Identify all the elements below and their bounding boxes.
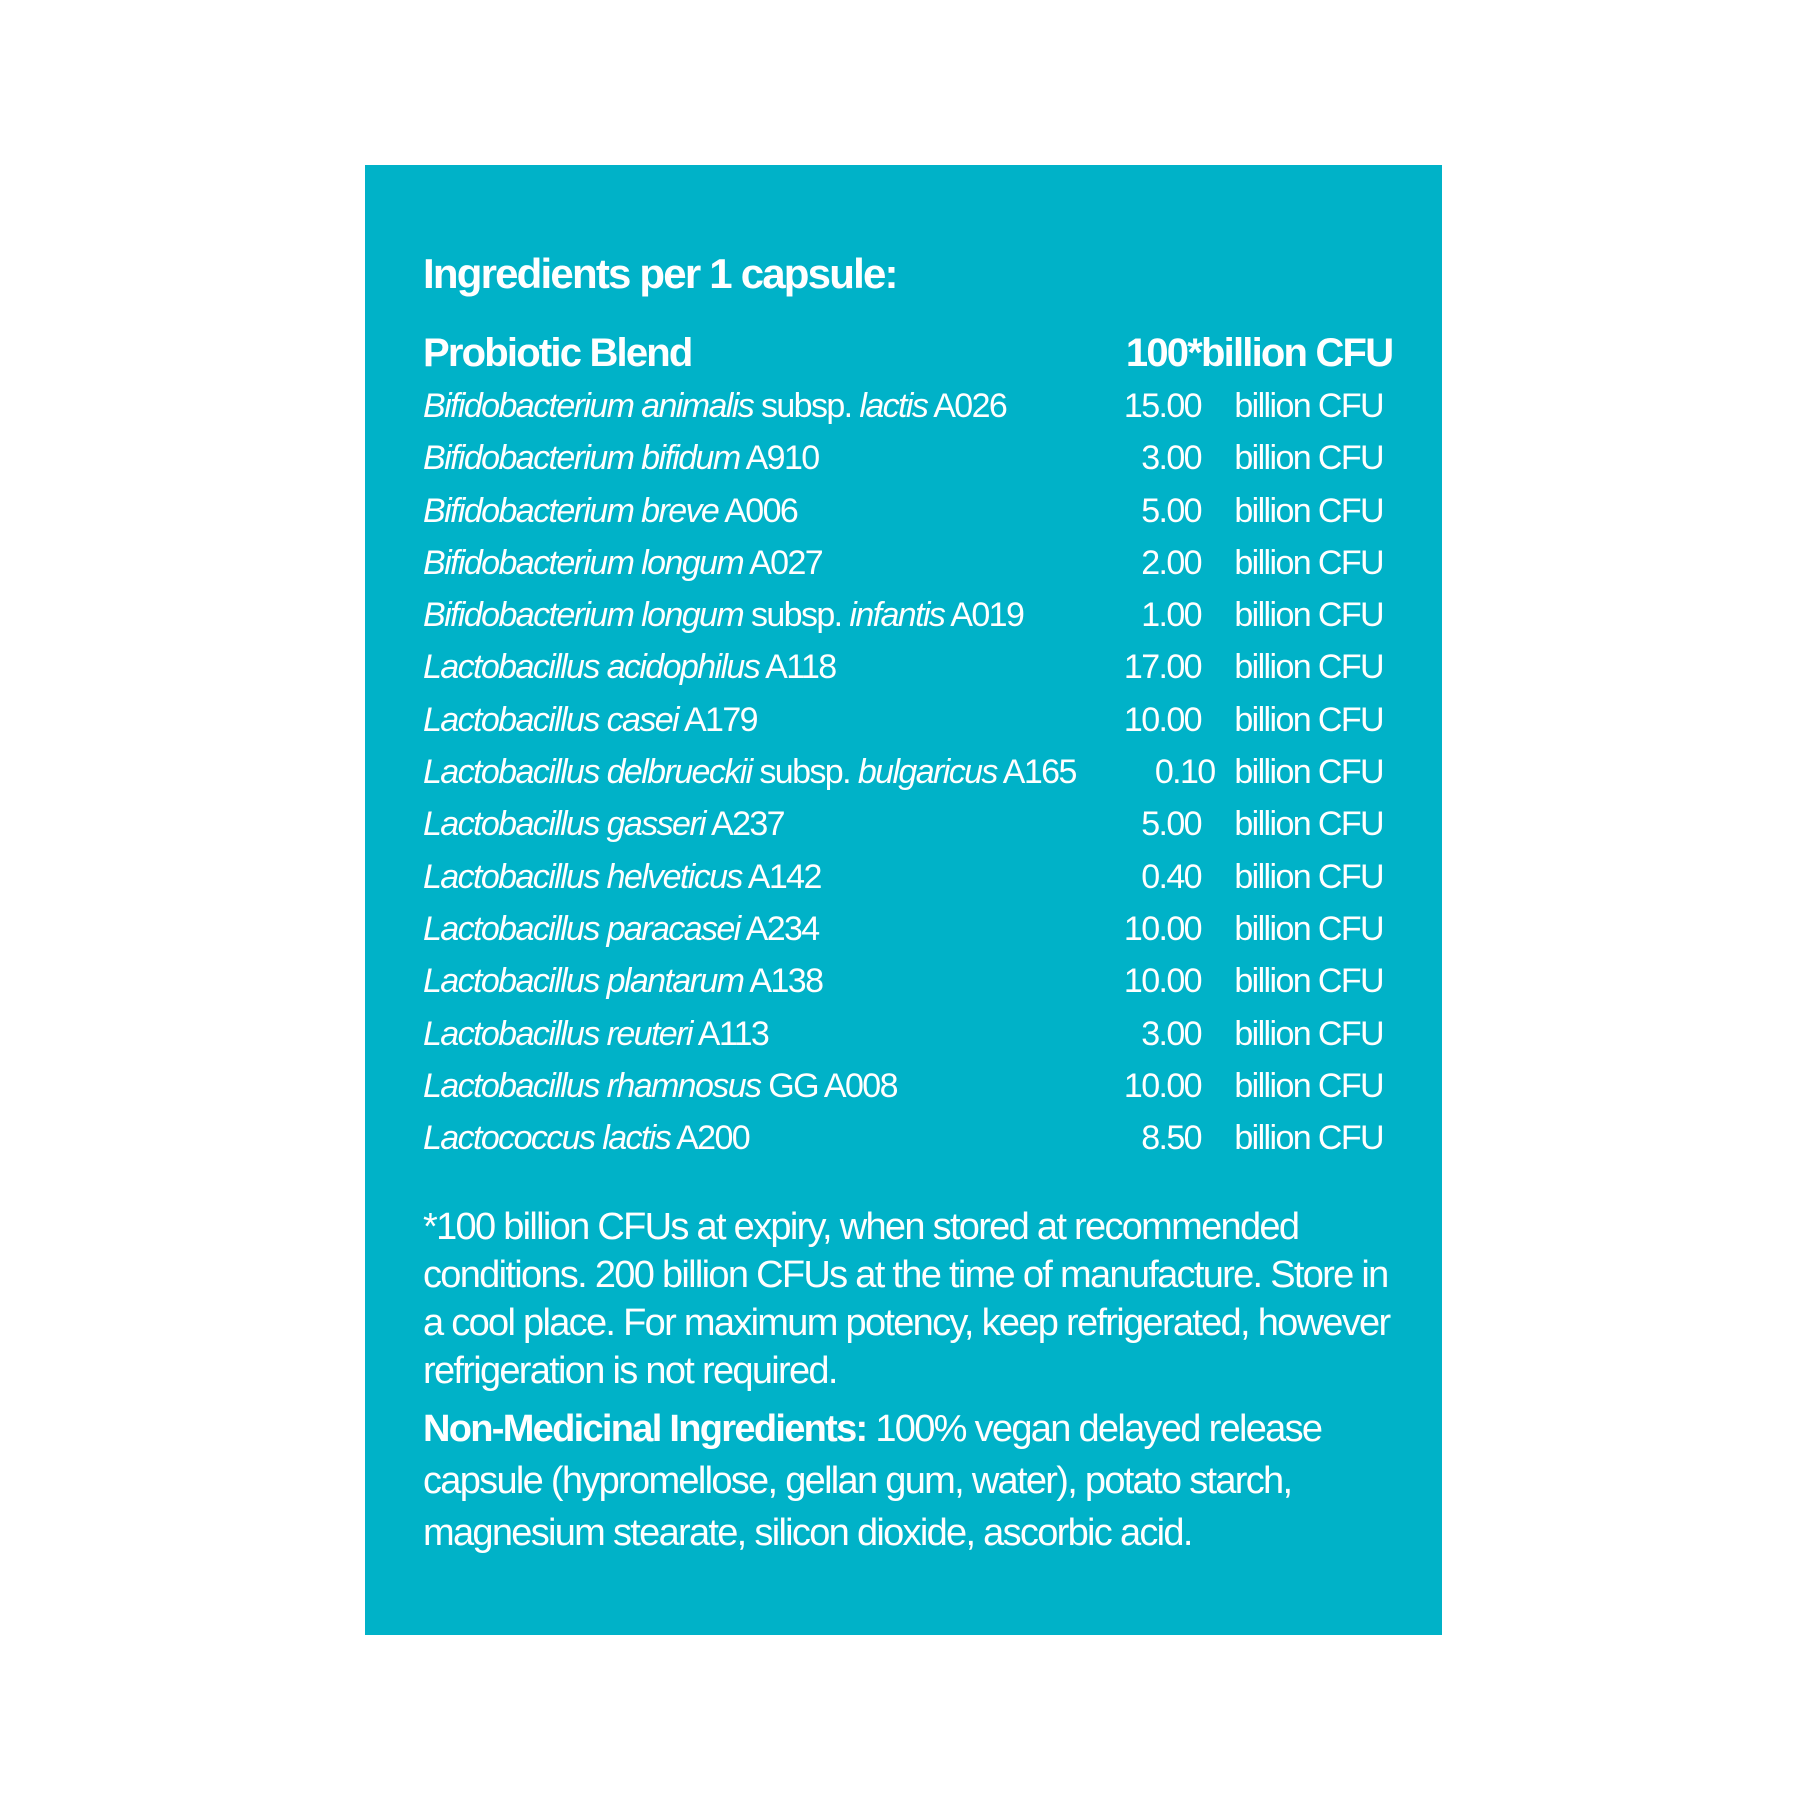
ingredient-row — [423, 543, 1383, 598]
ingredient-amount: 17.00 — [1123, 648, 1201, 687]
ingredient-unit: billion CFU — [1234, 387, 1383, 425]
species-name: lactis — [859, 387, 928, 425]
strain-text: A113 — [691, 1014, 769, 1053]
ingredient-unit: billion CFU — [1234, 543, 1383, 582]
ingredient-name — [423, 962, 1051, 1001]
species-name: Bifidobacterium longum — [423, 596, 744, 635]
ingredient-row — [423, 700, 1383, 755]
ingredient-amount: 3.00 — [1141, 439, 1201, 478]
species-name: Bifidobacterium longum — [423, 543, 744, 582]
species-name: bulgaricus — [857, 753, 997, 792]
ingredient-unit: billion CFU — [1234, 700, 1383, 739]
species-name: Bifidobacterium bifidum — [423, 439, 740, 478]
species-name: Lactobacillus gasseri — [423, 805, 706, 844]
ingredient-unit: billion CFU — [1234, 596, 1383, 635]
ingredient-name — [423, 439, 1051, 478]
ingredient-row — [423, 598, 1383, 650]
ingredient-unit: billion CFU — [1234, 648, 1383, 687]
strain-text: A019 — [944, 596, 1024, 635]
strain-text: subsp. — [753, 387, 860, 425]
ingredient-amount: 3.00 — [1141, 1014, 1201, 1053]
ingredients-heading: Ingredients per 1 capsule: — [423, 250, 897, 297]
ingredient-row — [423, 857, 1383, 912]
species-name: Lactobacillus rhamnosus — [423, 1066, 761, 1105]
ingredient-name — [423, 543, 1051, 582]
species-name: Bifidobacterium breve — [423, 491, 719, 530]
ingredient-unit: billion CFU — [1234, 909, 1383, 948]
ingredient-name — [423, 1014, 1051, 1053]
ingredient-amount: 0.40 — [1141, 857, 1201, 896]
ingredient-row — [423, 1014, 1383, 1069]
strain-text: A006 — [718, 491, 798, 530]
ingredient-row — [423, 1066, 1383, 1121]
ingredient-rows — [423, 389, 1383, 1173]
strain-text: A138 — [743, 962, 823, 1001]
strain-text: GG A008 — [760, 1066, 897, 1105]
ingredient-amount: 1.00 — [1141, 596, 1201, 635]
ingredients-table — [423, 331, 1393, 1173]
ingredient-name — [423, 491, 1051, 530]
ingredient-amount: 5.00 — [1141, 491, 1201, 530]
ingredient-name — [423, 909, 1051, 948]
ingredient-unit: billion CFU — [1234, 753, 1383, 792]
ingredients-panel — [365, 165, 1442, 1635]
ingredient-amount: 2.00 — [1141, 543, 1201, 582]
ingredient-row — [423, 441, 1383, 493]
strain-text: A179 — [677, 700, 757, 739]
ingredient-row — [423, 650, 1383, 702]
strain-text: A234 — [739, 909, 819, 948]
species-name: Lactobacillus paracasei — [423, 909, 740, 948]
species-name: Lactobacillus acidophilus — [423, 648, 760, 687]
species-name: Lactobacillus plantarum — [423, 962, 744, 1001]
ingredient-name — [423, 700, 1051, 739]
ingredient-unit: billion CFU — [1234, 805, 1383, 844]
ingredient-name — [423, 753, 1076, 792]
blend-label: Probiotic Blend — [423, 331, 692, 375]
ingredient-row — [423, 1121, 1383, 1173]
ingredient-amount: 0.10 — [1154, 753, 1215, 792]
ingredient-row — [423, 909, 1383, 964]
ingredient-name — [423, 1119, 1051, 1158]
ingredient-unit: billion CFU — [1234, 1119, 1383, 1158]
strain-text: A142 — [741, 857, 821, 896]
ingredient-amount: 8.50 — [1141, 1119, 1201, 1158]
ingredient-name — [423, 1066, 1051, 1105]
species-name: infantis — [849, 596, 945, 635]
non-medicinal-label: Non-Medicinal Ingredients: — [423, 1408, 867, 1450]
blend-header-row — [423, 331, 1393, 389]
strain-text: A118 — [759, 648, 836, 687]
ingredient-amount: 5.00 — [1141, 805, 1201, 844]
strain-text: A026 — [927, 387, 1007, 425]
ingredient-unit: billion CFU — [1234, 491, 1383, 530]
ingredient-amount: 10.00 — [1123, 909, 1201, 948]
strain-text: A237 — [705, 805, 784, 844]
strain-text: subsp. — [751, 753, 858, 792]
ingredient-amount: 10.00 — [1123, 1066, 1201, 1105]
species-name: Lactobacillus delbrueckii — [423, 753, 752, 792]
ingredient-unit: billion CFU — [1234, 1014, 1383, 1053]
blend-unit: billion CFU — [1201, 331, 1393, 375]
non-medicinal-ingredients — [423, 1403, 1391, 1559]
strain-text: A165 — [996, 753, 1076, 792]
species-name: Lactobacillus reuteri — [423, 1014, 692, 1053]
strain-text: A200 — [670, 1119, 750, 1158]
species-name: Bifidobacterium animalis — [423, 387, 754, 425]
ingredient-amount: 10.00 — [1123, 700, 1201, 739]
strain-text: A027 — [743, 543, 823, 582]
ingredient-amount: 10.00 — [1123, 962, 1201, 1001]
ingredient-name — [423, 805, 1051, 844]
ingredient-row — [423, 964, 1383, 1016]
species-name: Lactococcus lactis — [423, 1119, 671, 1158]
ingredient-amount: 15.00 — [1123, 387, 1201, 425]
ingredient-unit: billion CFU — [1234, 439, 1383, 478]
footnote: *100 billion CFUs at expiry, when stored at recommended conditions. 200 billion CFUs at the time of manufacture. Store in a cool place. For maximum potency, keep refrigerated, however refrigeration is not required. — [423, 1206, 1390, 1392]
ingredient-name — [423, 389, 1051, 423]
ingredient-unit: billion CFU — [1234, 857, 1383, 896]
species-name: Lactobacillus helveticus — [423, 857, 742, 896]
species-name: Lactobacillus casei — [423, 700, 678, 739]
non-medicinal-text: 100% vegan delayed release capsule (hypromellose, gellan gum, water), potato starch, magnesium stearate, silicon dioxide, ascorbic acid. — [423, 1408, 1322, 1554]
ingredient-row — [423, 389, 1383, 441]
ingredient-name — [423, 648, 1051, 687]
ingredient-unit: billion CFU — [1234, 962, 1383, 1001]
strain-text: subsp. — [743, 596, 850, 635]
strain-text: A910 — [739, 439, 819, 478]
ingredient-row — [423, 755, 1383, 807]
ingredient-name — [423, 857, 1051, 896]
blend-amount: 100* — [1125, 331, 1201, 375]
ingredient-unit: billion CFU — [1234, 1066, 1383, 1105]
ingredient-row — [423, 807, 1383, 859]
ingredient-name — [423, 596, 1051, 635]
ingredient-row — [423, 491, 1383, 546]
